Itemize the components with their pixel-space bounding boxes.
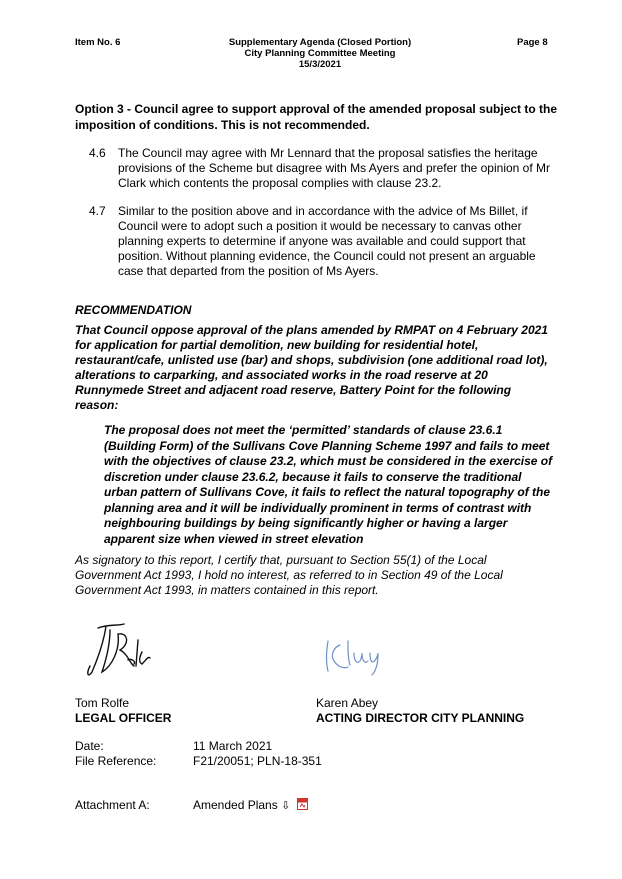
date-label: Date:	[75, 739, 104, 753]
header-page-number: Page 8	[517, 37, 548, 48]
option-3-heading: Option 3 - Council agree to support approval of the amended proposal subject to the imposition of conditions. This is not recommended.	[75, 102, 558, 132]
paragraph-4-6	[89, 146, 559, 191]
signer-2-name: Karen Abey	[316, 696, 379, 710]
paragraph-text: The Council may agree with Mr Lennard that the proposal satisfies the heritage provisions of the Scheme but disagree with Ms Ayers and prefer the opinion of Mr Clark which contents the proposal complies with clause 23.2.	[118, 146, 551, 190]
pdf-icon[interactable]	[297, 798, 308, 810]
paragraph-text: Similar to the position above and in accordance with the advice of Ms Billet, if Council were to adopt such a position it would be necessary to canvas other planning experts to determine if anyone was available and could support that position. Without planning evidence, the Council could not present an arguable case that departed from the position of Ms Ayers.	[118, 204, 536, 278]
paragraph-number: 4.7	[89, 204, 106, 218]
header-agenda: Supplementary Agenda (Closed Portion)	[228, 37, 412, 48]
header-date: 15/3/2021	[298, 59, 342, 70]
signer-1-title: LEGAL OFFICER	[75, 711, 172, 725]
attachment-link[interactable]	[193, 798, 308, 812]
attachment-label: Attachment A:	[75, 798, 150, 812]
header-meeting: City Planning Committee Meeting	[244, 48, 396, 59]
header-item-no: Item No. 6	[75, 37, 121, 48]
attachment-name[interactable]: Amended Plans	[193, 798, 278, 812]
signature-karen-abey	[322, 635, 388, 677]
recommendation-heading: RECOMMENDATION	[75, 303, 192, 317]
recommendation-reason: The proposal does not meet the ‘permitted’ standards of clause 23.6.1 (Building Form) of the Sullivans Cove Planning Scheme 1997 and fails to meet with the objectives of clause 23.2, which must be considered in the exercise of discretion under clause 23.6.2, because it fails to conserve the traditional urban pattern of Sullivans Cove, it fails to reflect the natural topography of the planning area and it will be individually prominent in terms of contrast with neighbouring buildings by being significantly higher or having a larger apparent size when viewed in street elevation	[104, 423, 553, 546]
recommendation-body: That Council oppose approval of the plans amended by RMPAT on 4 February 2021 for application for partial demolition, new building for residential hotel, restaurant/cafe, unlisted use (bar) and shops, subdivision (one additional road lot), alterations to carparking, and associated works in the road reserve at 20 Runnymede Street and adjacent road reserve, Battery Point for the following reason:	[75, 323, 548, 412]
signer-2-title: ACTING DIRECTOR CITY PLANNING	[316, 711, 525, 725]
download-arrow-icon[interactable]: ⇩	[281, 800, 291, 812]
file-reference-label: File Reference:	[75, 754, 157, 768]
file-reference-value: F21/20051; PLN-18-351	[193, 754, 322, 768]
paragraph-number: 4.6	[89, 146, 106, 160]
date-value: 11 March 2021	[193, 739, 273, 753]
header-center	[200, 37, 440, 70]
paragraph-4-7	[89, 204, 559, 279]
signature-tom-rolfe	[84, 620, 156, 682]
signer-1-name: Tom Rolfe	[75, 696, 130, 710]
signatory-statement: As signatory to this report, I certify that, pursuant to Section 55(1) of the Local Government Act 1993, I hold no interest, as referred to in Section 49 of the Local Government Act 1993, in matters contained in this report.	[75, 553, 503, 597]
